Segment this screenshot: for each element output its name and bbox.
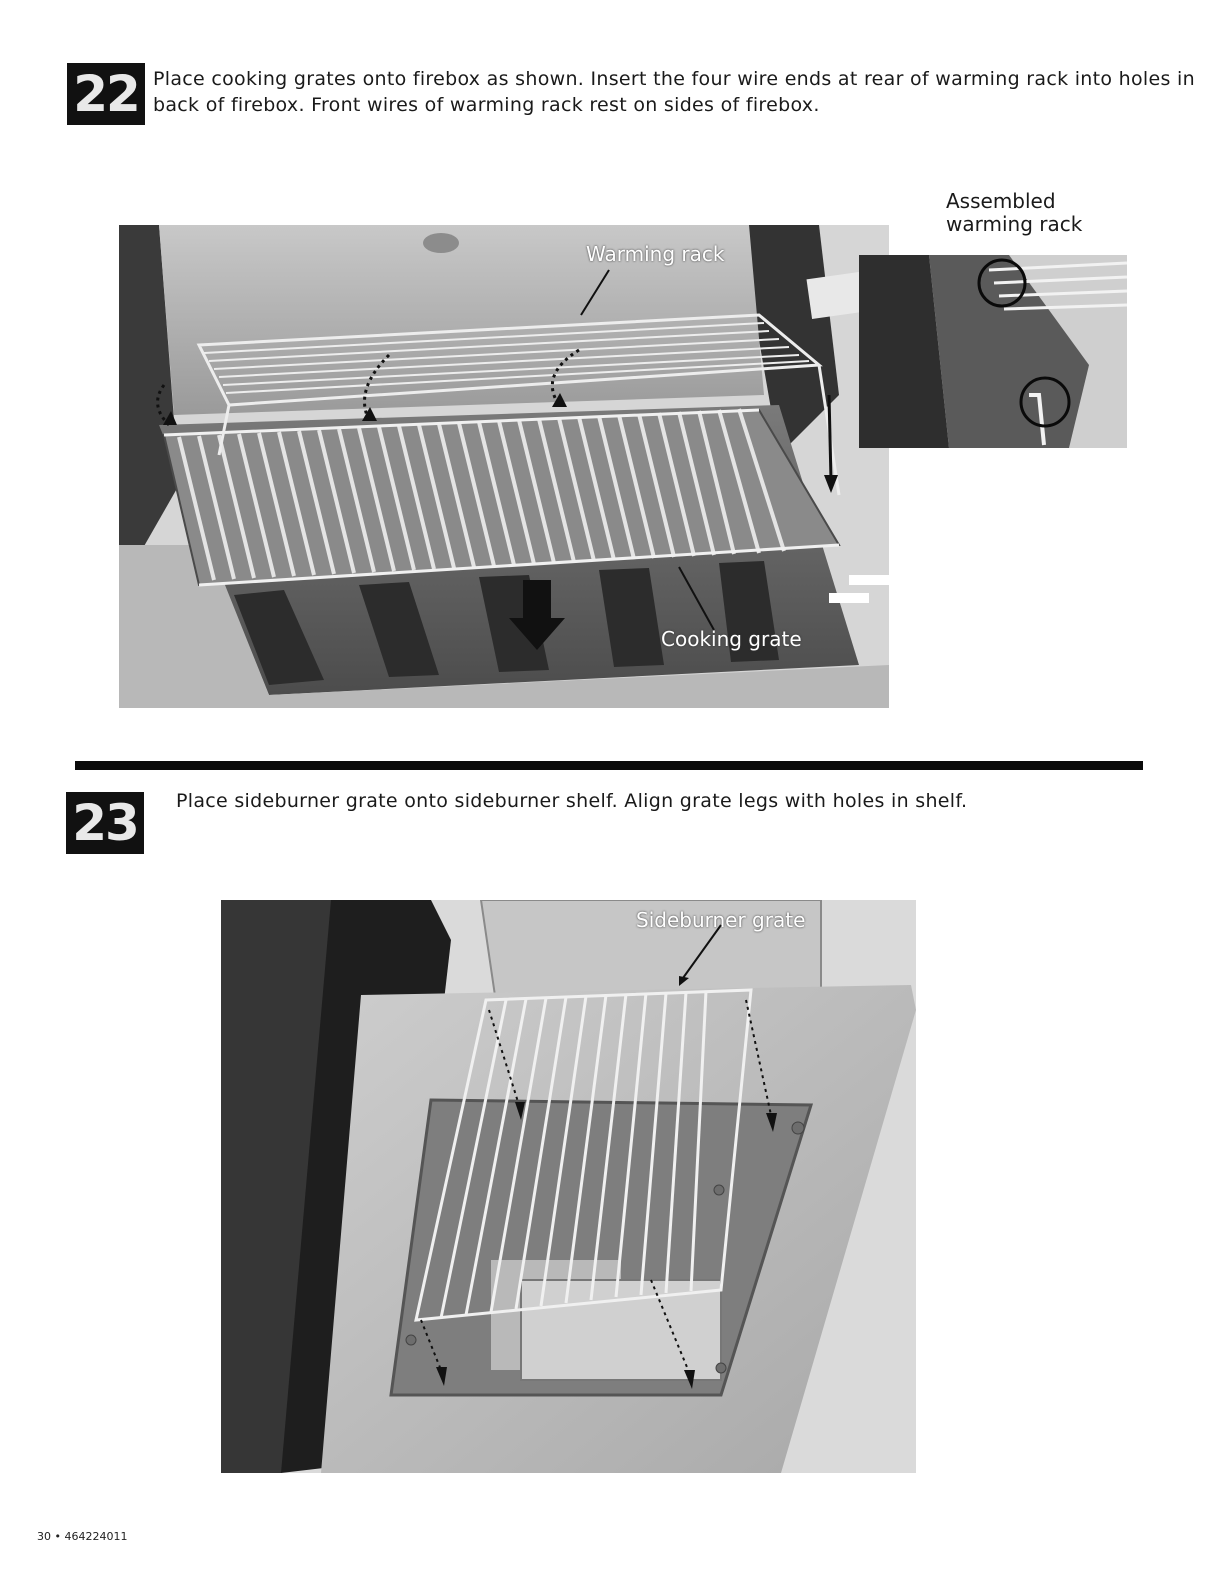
assembled-label-line2: warming rack [946,212,1083,236]
step-22-instruction-line2: back of firebox. Front wires of warming rack rest on sides of firebox. [153,94,820,116]
assembled-label-line1: Assembled [946,189,1056,213]
step-23-badge: 23 [66,792,144,854]
sideburner-grate-label: Sideburner grate [636,908,806,932]
section-divider [75,761,1143,770]
step-22-instruction-line1: Place cooking grates onto firebox as shown. Insert the four wire ends at rear of warming rack into holes in [153,68,1195,90]
page-footer: 30 • 464224011 [37,1530,128,1543]
step-23-instruction: Place sideburner grate onto sideburner shelf. Align grate legs with holes in shelf. [176,790,968,812]
assembled-warming-rack-inset [859,255,1127,448]
warming-rack-label: Warming rack [586,242,725,266]
sideburner-grate-illustration [221,900,916,1473]
cooking-grate-label: Cooking grate [661,627,802,651]
step-22-badge: 22 [67,63,145,125]
